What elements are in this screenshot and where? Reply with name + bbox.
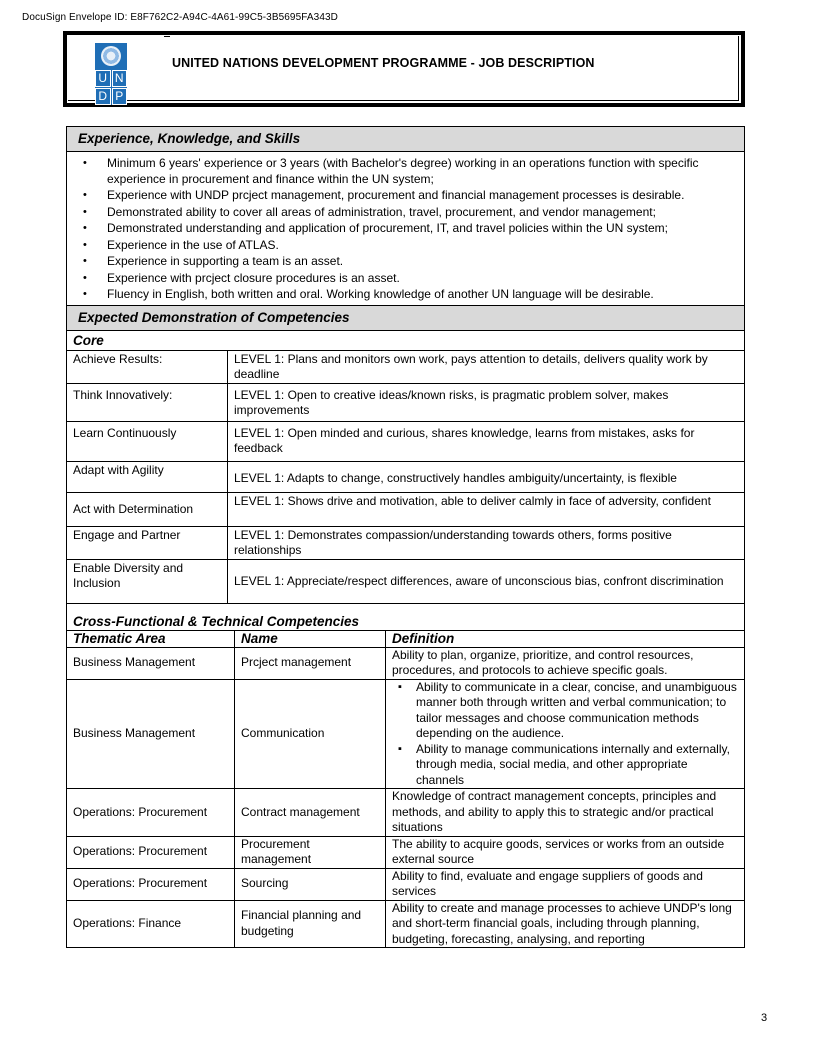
competency-name: Prcject management xyxy=(235,647,386,679)
core-heading: Core xyxy=(67,331,744,351)
job-description-table xyxy=(66,126,745,948)
column-header-definition: Definition xyxy=(386,630,745,647)
docusign-envelope-id: DocuSign Envelope ID: E8F762C2-A94C-4A61-99C5-3B5695FA343D xyxy=(22,12,338,23)
competency-definition: The ability to acquire goods, services or works from an outside external source xyxy=(386,836,745,868)
table-row xyxy=(67,647,744,679)
table-row xyxy=(67,789,744,837)
competency-level: LEVEL 1: Adapts to change, constructively handles ambiguity/uncertainty, is flexible xyxy=(228,461,745,492)
list-item: • Experience in the use of ATLAS. xyxy=(67,238,744,254)
table-row xyxy=(67,383,744,421)
competency-name: Communication xyxy=(235,679,386,789)
list-item: • Experience with prcject closure procedures is an asset. xyxy=(67,271,744,287)
undp-logo xyxy=(95,43,127,102)
competency-name: Engage and Partner xyxy=(67,526,228,559)
competency-level: LEVEL 1: Shows drive and motivation, able to deliver calmly in face of adversity, confident xyxy=(228,492,745,526)
experience-heading: Experience, Knowledge, and Skills xyxy=(67,127,745,152)
list-item: • Minimum 6 years' experience or 3 years (with Bachelor's degree) working in an operations function with specific experience in procurement and finance within the UN system; xyxy=(67,156,744,187)
competency-name: Achieve Results: xyxy=(67,350,228,383)
table-row xyxy=(67,350,744,383)
thematic-area: Operations: Procurement xyxy=(67,836,235,868)
header-mark xyxy=(164,36,170,37)
competency-name: Enable Diversity and Inclusion xyxy=(67,559,228,603)
competency-name: Financial planning and budgeting xyxy=(235,900,386,947)
competency-name: Sourcing xyxy=(235,868,386,900)
technical-header-row xyxy=(67,630,744,647)
competency-definition: Ability to plan, organize, prioritize, and control resources, procedures, and protocols to achieve specific goals. xyxy=(386,647,745,679)
table-row xyxy=(67,900,744,947)
table-row xyxy=(67,461,744,492)
competency-level: LEVEL 1: Open minded and curious, shares knowledge, learns from mistakes, asks for feedback xyxy=(228,421,745,461)
list-item: ▪ Ability to communicate in a clear, concise, and unambiguous manner both through written and verbal communication; to tailor messages and choose communication methods depending on the audience. xyxy=(392,680,738,742)
competency-name: Act with Determination xyxy=(67,492,228,526)
logo-letter: U xyxy=(95,70,111,87)
competency-definition: Ability to create and manage processes to achieve UNDP's long and short-term financial goals, including through planning, budgeting, forecasting, analysing, and reporting xyxy=(386,900,745,947)
competency-definition xyxy=(386,679,745,789)
competencies-heading: Expected Demonstration of Competencies xyxy=(67,305,745,330)
thematic-area: Business Management xyxy=(67,679,235,789)
competency-name: Learn Continuously xyxy=(67,421,228,461)
competencies-cell xyxy=(67,330,745,948)
list-item: • Experience in supporting a team is an asset. xyxy=(67,254,744,270)
page-number: 3 xyxy=(761,1012,768,1024)
column-header-thematic-area: Thematic Area xyxy=(67,630,235,647)
logo-letters xyxy=(95,70,127,105)
technical-heading-text: Cross-Functional & Technical Competencies xyxy=(73,613,360,629)
list-item: • Experience with UNDP prcject management, procurement and financial management processes is desirable. xyxy=(67,188,744,204)
competency-definition: Knowledge of contract management concepts, principles and methods, and ability to apply this to strategic and/or practical situations xyxy=(386,789,745,837)
competency-level: LEVEL 1: Plans and monitors own work, pays attention to details, delivers quality work by deadline xyxy=(228,350,745,383)
table-row xyxy=(67,421,744,461)
document-header xyxy=(63,31,745,107)
un-emblem-icon xyxy=(101,46,121,66)
core-competencies-table xyxy=(67,331,744,604)
thematic-area: Business Management xyxy=(67,647,235,679)
competency-level: LEVEL 1: Demonstrates compassion/understanding towards others, forms positive relationships xyxy=(228,526,745,559)
thematic-area: Operations: Finance xyxy=(67,900,235,947)
list-item: • Demonstrated ability to cover all areas of administration, travel, procurement, and vendor management; xyxy=(67,205,744,221)
experience-list xyxy=(67,152,744,305)
list-item: • Fluency in English, both written and oral. Working knowledge of another UN language will be desirable. xyxy=(67,287,744,303)
table-row xyxy=(67,679,744,789)
table-row xyxy=(67,559,744,603)
document-title: UNITED NATIONS DEVELOPMENT PROGRAMME - JOB DESCRIPTION xyxy=(172,56,595,70)
competency-level: LEVEL 1: Open to creative ideas/known risks, is pragmatic problem solver, makes improvements xyxy=(228,383,745,421)
table-row xyxy=(67,492,744,526)
technical-heading xyxy=(67,604,744,631)
competency-definition: Ability to find, evaluate and engage suppliers of goods and services xyxy=(386,868,745,900)
list-item: • Demonstrated understanding and application of procurement, IT, and travel policies within the UN system; xyxy=(67,221,744,237)
competency-name: Procurement management xyxy=(235,836,386,868)
definition-list xyxy=(392,680,738,789)
competency-name: Contract management xyxy=(235,789,386,837)
logo-letter: N xyxy=(112,70,128,87)
experience-cell xyxy=(67,152,745,306)
table-row xyxy=(67,836,744,868)
competency-name: Adapt with Agility xyxy=(67,461,228,492)
header-inner-border xyxy=(68,36,739,101)
thematic-area: Operations: Procurement xyxy=(67,789,235,837)
logo-letter: P xyxy=(112,88,128,105)
table-row xyxy=(67,526,744,559)
table-row xyxy=(67,868,744,900)
column-header-name: Name xyxy=(235,630,386,647)
thematic-area: Operations: Procurement xyxy=(67,868,235,900)
list-item: ▪ Ability to manage communications internally and externally, through media, social media, and other appropriate channels xyxy=(392,742,738,789)
technical-competencies-table xyxy=(67,604,744,948)
competency-name: Think Innovatively: xyxy=(67,383,228,421)
competency-level: LEVEL 1: Appreciate/respect differences, aware of unconscious bias, confront discrimination xyxy=(228,559,745,603)
logo-letter: D xyxy=(95,88,111,105)
